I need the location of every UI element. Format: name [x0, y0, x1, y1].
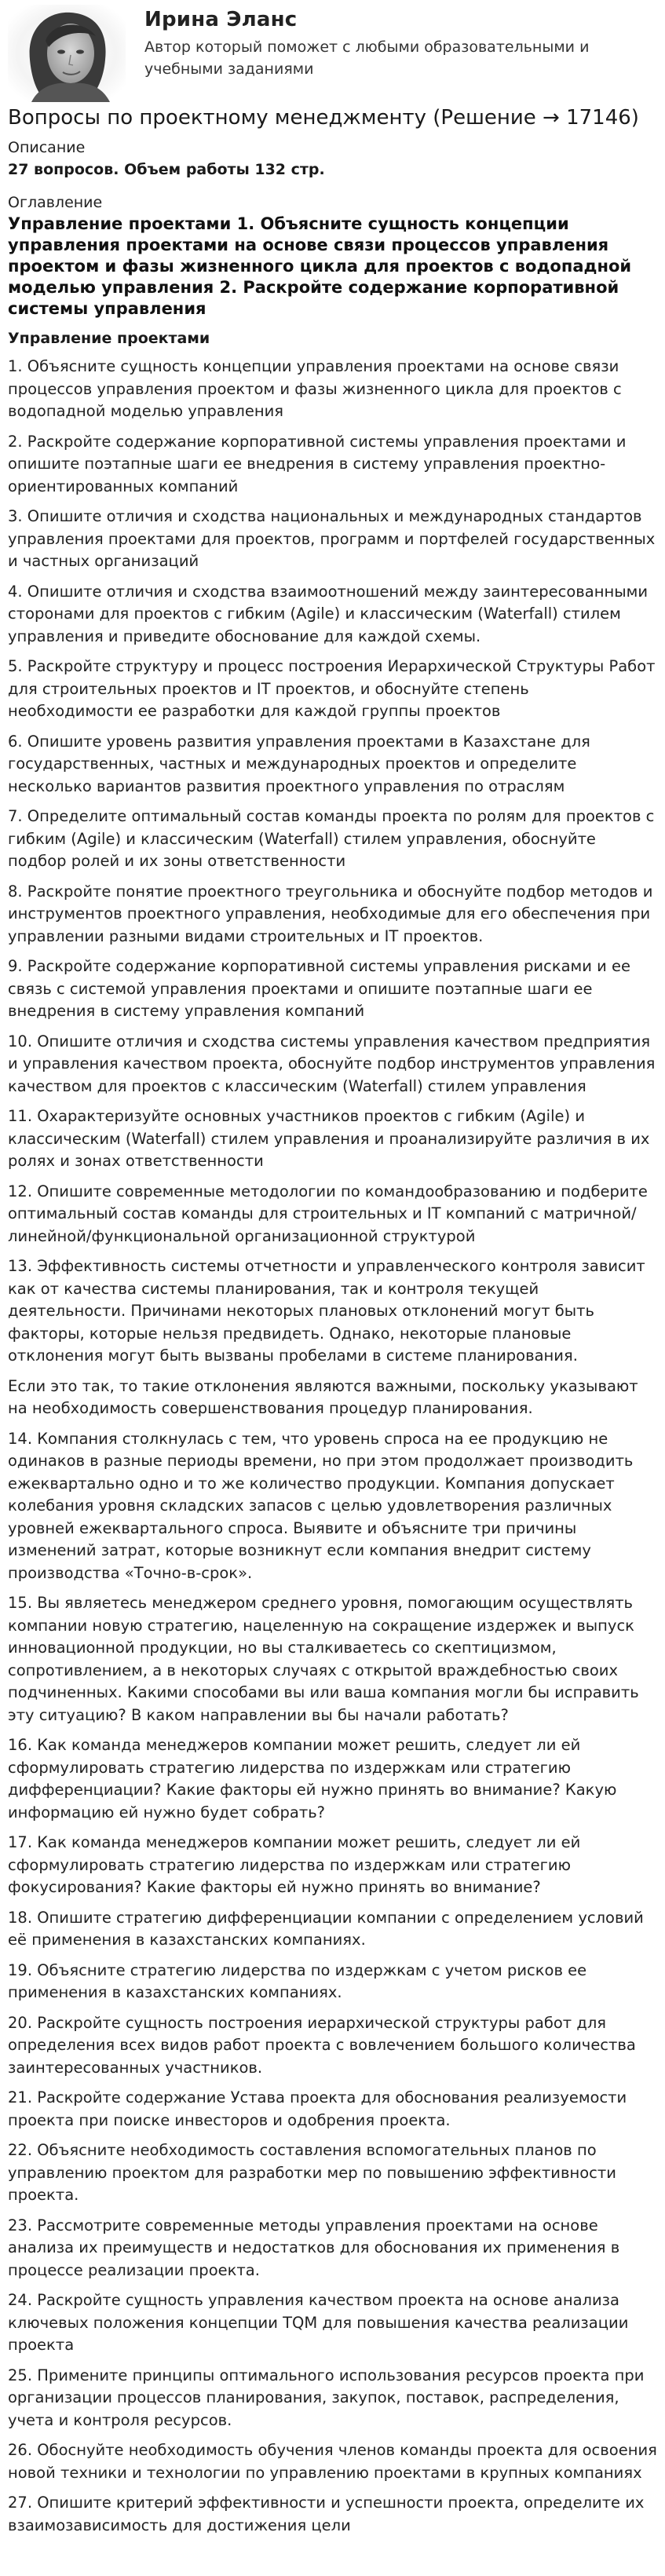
question-item: 1. Объясните сущность концепции управления проектами на основе связи процессов управления проектом и фазы жизненного цикла для проектов с водопадной моделью управления	[8, 357, 622, 420]
question-item: 4. Опишите отличия и сходства взаимоотношений между заинтересованными сторонами для проектов с гибким (Agile) и классическим (Waterfall) стилем управления и приведите обоснование для каждой схемы.	[8, 582, 649, 645]
author-block	[8, 0, 657, 100]
question-item: 13. Эффективность системы отчетности и управленческого контроля зависит как от качества системы планирования, так и контроля текущей деятельности. Причинами некоторых плановых отклонений могут быть факторы, которые нельзя предвидеть. Однако, некоторые плановые отклонения могут быть вызваны пробелами в системе планирования.	[8, 1257, 645, 1365]
toc-heading: Управление проектами 1. Объясните сущность концепции управления проектами на основе связи процессов управления проектом и фазы жизненного цикла для проектов с водопадной моделью управления 2. Раскройте содержание корпоративной системы управления	[8, 214, 632, 318]
question-item: 14. Компания столкнулась с тем, что уровень спроса на ее продукцию не одинаков в разные периоды времени, но при этом продолжает производить ежеквартально одно и то же количество продукции. Компания допускает колебания уровня складских запасов с целью удовлетворения различных уровней ежеквартального спроса. Выявите и объясните три причины изменений затрат, которые возникнут если компания внедрит систему производства «Точно-в-срок».	[8, 1429, 634, 1582]
author-info	[144, 5, 616, 80]
question-item: 9. Раскройте содержание корпоративной системы управления рисками и ее связь с системой управления проектами и опишите поэтапные шаги ее внедрения в систему управления компаний	[8, 957, 631, 1020]
question-item: 27. Опишите критерий эффективности и успешности проекта, определите их взаимозависимость для достижения цели	[8, 2494, 645, 2534]
question-item: 23. Рассмотрите современные методы управления проектами на основе анализа их преимуществ и недостатков для обоснования их применения в процессе реализации проекта.	[8, 2216, 620, 2279]
question-item: 21. Раскройте содержание Устава проекта для обоснования реализуемости проекта при поиске инвесторов и одобрения проекта.	[8, 2088, 627, 2129]
question-item: 5. Раскройте структуру и процесс построения Иерархической Структуры Работ для строительных проектов и IT проектов, и обоснуйте степень необходимости ее разработки для каждой группы проектов	[8, 657, 656, 720]
question-item: 24. Раскройте сущность управления качеством проекта на основе анализа ключевых положения концепции TQM для повышения качества реализации проекта	[8, 2291, 629, 2354]
description-label: Описание	[8, 139, 86, 156]
question-item: 2. Раскройте содержание корпоративной системы управления проектами и опишите поэтапные шаги ее внедрения в систему управления проектно-ориентированных компаний	[8, 432, 627, 495]
question-item: 18. Опишите стратегию дифференциации компании с определением условий её применения в казахстанских компаниях.	[8, 1908, 644, 1949]
avatar-image	[8, 5, 126, 102]
question-item: 17. Как команда менеджеров компании может решить, следует ли ей сформулировать стратегию лидерства по издержкам или стратегию фокусирования? Какие факторы ей нужно принять во внимание?	[8, 1833, 581, 1896]
toc-label: Оглавление	[8, 194, 103, 211]
author-description: Автор который поможет с любыми образовательными и учебными заданиями	[144, 38, 590, 78]
question-item: 25. Примените принципы оптимального использования ресурсов проекта при организации процессов планирования, закупок, поставок, распределения, учета и контроля ресурсов.	[8, 2366, 645, 2429]
question-item: 26. Обоснуйте необходимость обучения членов команды проекта для освоения новой техники и технологии по управлению проектами в крупных компаниях	[8, 2441, 657, 2482]
description-text: 27 вопросов. Объем работы 132 стр.	[8, 161, 325, 178]
author-avatar[interactable]	[8, 5, 126, 102]
question-item: 16. Как команда менеджеров компании может решить, следует ли ей сформулировать стратегию лидерства по издержкам или стратегию дифференциации? Какие факторы ей нужно принять во внимание? Какую информацию ей нужно будет собрать?	[8, 1736, 617, 1821]
section-heading: Управление проектами	[8, 330, 210, 347]
question-item: 7. Определите оптимальный состав команды проекта по ролям для проектов с гибким (Agile) и классическим (Waterfall) стилем управления, обоснуйте подбор ролей и их зоны ответственности	[8, 807, 655, 870]
question-13-followup: Если это так, то такие отклонения являются важными, поскольку указывают на необходимость совершенствования процедур планирования.	[8, 1376, 638, 1417]
question-item: 6. Опишите уровень развития управления проектами в Казахстане для государственных, частных и международных проектов и определите несколько вариантов развития проектного управления по отраслям	[8, 732, 590, 795]
question-item: 19. Объясните стратегию лидерства по издержкам с учетом рисков ее применения в казахстанских компаниях.	[8, 1960, 587, 2001]
question-item: 15. Вы являетесь менеджером среднего уровня, помогающим осуществлять компании новую стратегию, нацеленную на сокращение издержек и выпуск инновационной продукции, но вы сталкиваетесь со скептицизмом, сопротивлением, а в некоторых случаях с открытой враждебностью своих подчиненных. Какими способами вы или ваша компания могли бы исправить эту ситуацию? В каком направлении вы бы начали работать?	[8, 1594, 639, 1724]
page-title: Вопросы по проектному менеджменту (Решение → 17146)	[8, 106, 639, 130]
question-item: 11. Охарактеризуйте основных участников проектов с гибким (Agile) и классическим (Waterfall) стилем управления и проанализируйте различия в их ролях и зонах ответственности	[8, 1107, 650, 1170]
question-item: 12. Опишите современные методологии по командообразованию и подберите оптимальный состав команды для строительных и IT компаний с матричной/линейной/функциональной организационной структурой	[8, 1182, 648, 1245]
question-item: 10. Опишите отличия и сходства системы управления качеством предприятия и управления качеством проекта, обоснуйте подбор инструментов управления качеством для проектов с классическим (Waterfall) стилем управления	[8, 1032, 656, 1095]
question-item: 3. Опишите отличия и сходства национальных и международных стандартов управления проектами для проектов, программ и портфелей государственных и частных организаций	[8, 507, 656, 570]
question-list	[8, 356, 657, 2537]
question-item: 22. Объясните необходимость составления вспомогательных планов по управлению проектом для разработки мер по повышению эффективности проекта.	[8, 2141, 616, 2204]
author-name[interactable]: Ирина Эланс	[144, 8, 298, 31]
question-item: 20. Раскройте сущность построения иерархической структуры работ для определения всех видов работ проекта с вовлечением большого количества заинтересованных участников.	[8, 2013, 636, 2077]
question-item: 8. Раскройте понятие проектного треугольника и обоснуйте подбор методов и инструментов проектного управления, необходимые для его обеспечения при управлении разными видами строительных и IT проектов.	[8, 882, 653, 945]
